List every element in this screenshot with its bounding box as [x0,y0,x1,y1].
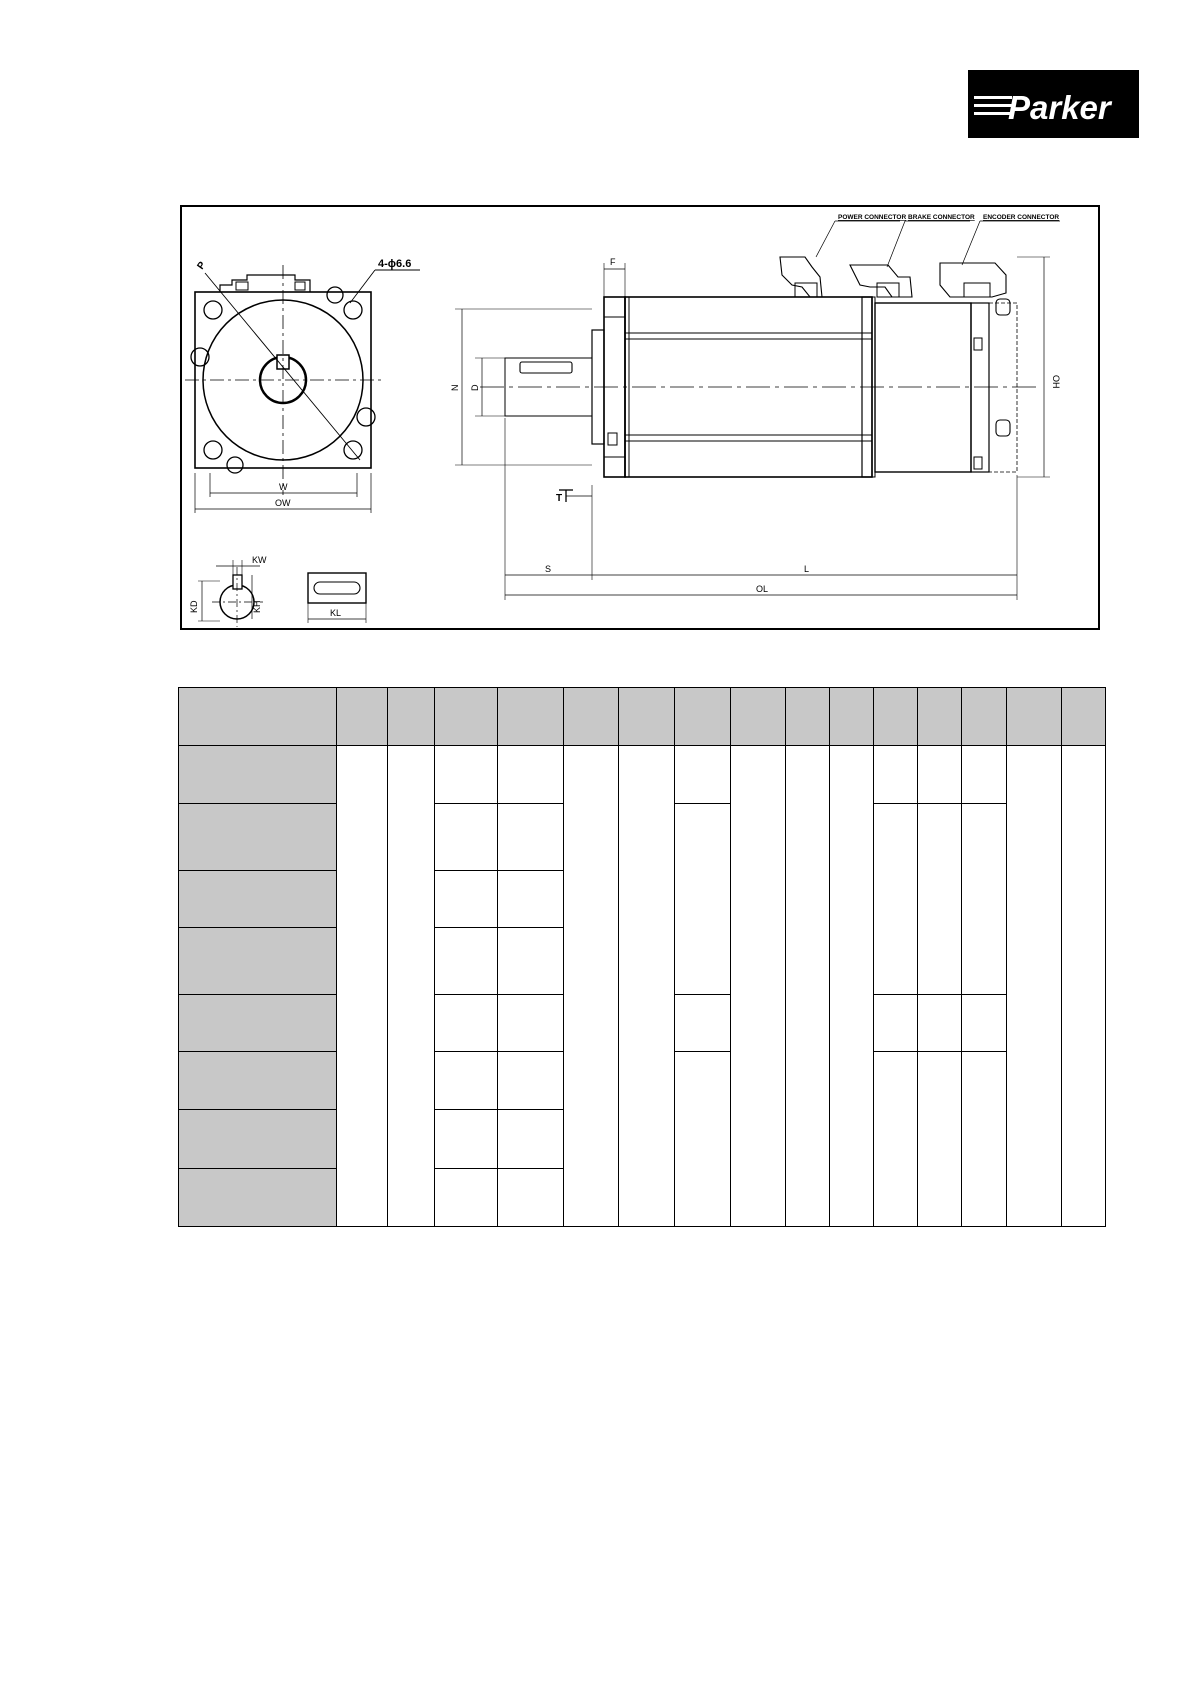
table-cell [962,746,1007,804]
table-cell [435,995,498,1052]
header-cell [388,688,435,746]
header-cell [619,688,675,746]
table-cell [564,746,619,1227]
p-dimension-label: P [195,259,209,272]
table-cell [498,928,564,995]
header-cell [786,688,830,746]
table-cell [435,871,498,928]
table-cell [498,746,564,804]
s-dimension-label: S [545,564,552,574]
d-dimension-label: D [470,384,480,391]
front-view [185,265,420,513]
oh-dimension-label: OH [1051,375,1061,389]
specification-table [178,687,1106,1227]
header-cell [830,688,874,746]
table-cell [918,995,962,1052]
table-row [179,746,1106,804]
row-header-cell [179,995,337,1052]
table-cell [962,995,1007,1052]
table-cell [830,746,874,1227]
table-cell [675,1052,731,1227]
header-cell [675,688,731,746]
header-cell [962,688,1007,746]
parker-logo [968,70,1139,138]
motor-dimension-drawing [180,205,1100,630]
table-cell [874,1052,918,1227]
l-dimension-label: L [804,564,810,574]
logo-text: Parker [1008,89,1111,126]
kh-dimension-label: KH [252,600,262,613]
n-dimension-label: N [450,384,460,391]
table-cell [498,871,564,928]
table-cell [675,804,731,995]
table-cell [1062,746,1106,1227]
table-cell [874,804,918,995]
w-dimension-label: W [279,482,288,492]
table-cell [435,928,498,995]
table-cell [435,1052,498,1110]
ol-dimension-label: OL [756,584,769,594]
header-cell [179,688,337,746]
kd-dimension-label: KD [189,600,199,613]
table-cell [498,1110,564,1169]
row-header-cell [179,928,337,995]
table-cell [498,804,564,871]
table-cell [498,995,564,1052]
hole-dimension-label: 4-ϕ6.6 [378,258,412,270]
table-cell [337,746,388,1227]
header-cell [435,688,498,746]
ow-dimension-label: OW [275,498,291,508]
header-cell [1007,688,1062,746]
row-header-cell [179,1110,337,1169]
table-header-row [179,688,1106,746]
f-dimension-label: F [610,257,616,267]
table-cell [435,1169,498,1227]
row-header-cell [179,746,337,804]
header-cell [731,688,786,746]
table-cell [435,1110,498,1169]
kw-dimension-label: KW [252,555,267,565]
table-cell [619,746,675,1227]
row-header-cell [179,1169,337,1227]
table-cell [918,1052,962,1227]
table-cell [786,746,830,1227]
table-cell [435,746,498,804]
table-cell [675,995,731,1052]
side-view [455,221,1060,600]
header-cell [337,688,388,746]
encoder-connector-label: ENCODER CONNECTOR [983,214,1060,221]
row-header-cell [179,804,337,871]
table-cell [388,746,435,1227]
t-dimension-label: T [556,493,563,504]
table-cell [918,746,962,804]
kl-dimension-label: KL [330,608,342,618]
row-header-cell [179,1052,337,1110]
table-cell [918,804,962,995]
header-cell [498,688,564,746]
header-cell [874,688,918,746]
table-cell [962,804,1007,995]
header-cell [1062,688,1106,746]
header-cell [564,688,619,746]
table-cell [675,746,731,804]
table-cell [731,746,786,1227]
row-header-cell [179,871,337,928]
table-cell [1007,746,1062,1227]
table-cell [874,746,918,804]
power-connector-label: POWER CONNECTOR [838,214,907,221]
table-cell [874,995,918,1052]
table-cell [962,1052,1007,1227]
table-cell [498,1169,564,1227]
table-cell [498,1052,564,1110]
table-cell [435,804,498,871]
brake-connector-label: BRAKE CONNECTOR [908,214,975,221]
header-cell [918,688,962,746]
